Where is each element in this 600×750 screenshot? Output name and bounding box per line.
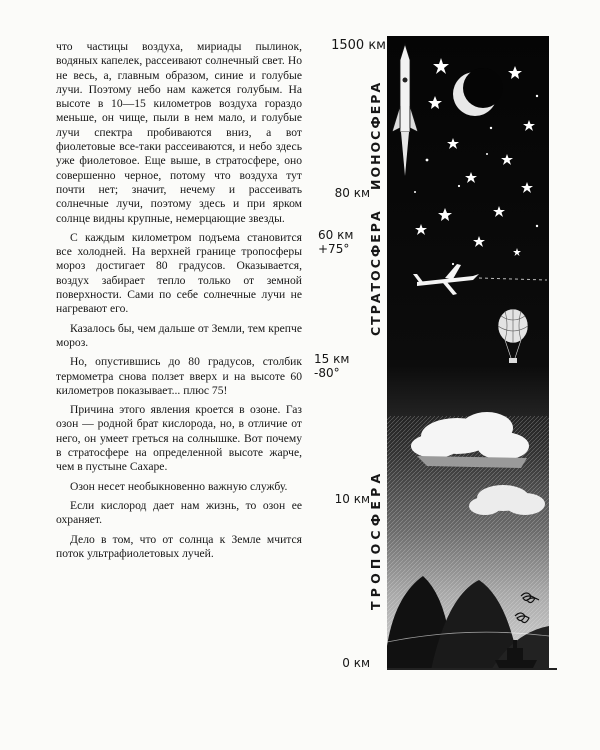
altitude-15-value: 15 км — [314, 352, 350, 366]
altitude-label-60 — [318, 228, 353, 256]
altitude-label-10: 10 км — [334, 492, 370, 506]
temperature-60-value: +75° — [318, 242, 350, 256]
paragraph: что частицы воздуха, мириады пылинок, водяных капелек, рассеивают солнечный свет. Но не весь, а, главным образом, синие и голубые лучи. Поэтому небо нам кажется голубым. На высоте в 10—15 километров воздуха гораздо меньше, он чище, пыли в нем мало, и голубые лучи спектра пробиваются вниз, а вот фиолетовые все-таки рассеиваются, и небо здесь уже фиолетовое. Еще выше, в стратосфере, оно совершенно черное, потому что воздуха тут почти нет; значит, нечему и рассеивать солнечные лучи, поэтому здесь и при ярком солнце видны крупные, немерцающие звезды. — [56, 40, 302, 225]
ground-line — [387, 668, 557, 670]
paragraph: Казалось бы, чем дальше от Земли, тем крепче мороз. — [56, 321, 302, 349]
ionosphere-label: ИОНОСФЕРА — [368, 80, 383, 190]
paragraph: Причина этого явления кроется в озоне. Газ озон — родной брат кислорода, но, в отличие от него, он умеет греться на солнышке. Вот почему в стратосфере на определенной высоте жарче, чем в пустыне Сахаре. — [56, 403, 302, 474]
temperature-15-value: -80° — [314, 366, 340, 380]
atmosphere-illustration — [387, 36, 549, 670]
troposphere-label: ТРОПОСФЕРА — [368, 469, 383, 610]
paragraph: Дело в том, что от солнца к Земле мчится поток ультрафиолетовых лучей. — [56, 532, 302, 560]
altitude-label-15 — [314, 352, 349, 380]
altitude-scale — [314, 36, 386, 676]
sky-svg — [387, 36, 549, 670]
paragraph: С каждым километром подъема становится все холодней. На верхней границе тропосферы мороз достигает 80 градусов. Оказывается, воздух забирает тепло только от земной поверхности. Сами по себе солнечные лучи не нагревают его. — [56, 230, 302, 316]
paragraph: Но, опустившись до 80 градусов, столбик термометра снова ползет вверх и на высоте 60 километров показывает... плюс 75! — [56, 355, 302, 397]
altitude-60-value: 60 км — [318, 228, 354, 242]
altitude-label-80: 80 км — [334, 186, 370, 200]
article-text — [56, 40, 302, 566]
paragraph: Если кислород дает нам жизнь, то озон ее охраняет. — [56, 498, 302, 527]
stratosphere-label: СТРАТОСФЕРА — [368, 209, 383, 336]
paragraph: Озон несет необыкновенно важную службу. — [70, 479, 288, 493]
altitude-label-0: 0 км — [342, 656, 370, 670]
altitude-label-1500: 1500 км — [331, 38, 386, 53]
